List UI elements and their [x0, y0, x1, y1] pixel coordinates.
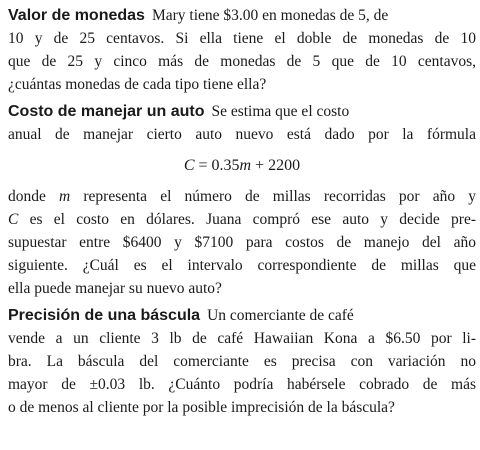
problem-line: bra. La báscula del comerciante es precisa con variación no: [8, 353, 476, 370]
problem-title: Costo de manejar un auto: [8, 103, 205, 120]
problem-coin-value: [8, 4, 476, 96]
cost-formula: [8, 154, 476, 177]
problem-car-cost: [8, 100, 476, 300]
problem-line: ¿cuántas monedas de cada tipo tiene ella?: [8, 76, 267, 93]
problem-line: siguiente. ¿Cuál es el intervalo correspondiente de millas que: [8, 257, 476, 274]
formula-constant: + 2200: [255, 157, 301, 174]
problem-line: supuestar entre $6400 y $7100 para costos de manejo del año: [8, 234, 476, 251]
problem-text: Mary tiene $3.00 en monedas de 5, de: [151, 7, 389, 24]
problem-line: [8, 185, 476, 208]
problem-text: Se estima que el costo: [211, 103, 350, 120]
formula-lhs: C: [183, 157, 195, 174]
problem-scale-precision: [8, 304, 476, 419]
problem-text: Un comerciante de café: [207, 307, 354, 324]
problem-line: que de 25 y cinco más de monedas de 5 que de 10 centavos,: [8, 53, 476, 70]
problem-line: 10 y de 25 centavos. Si ella tiene el doble de monedas de 10: [8, 30, 476, 47]
problem-title: Valor de monedas: [8, 7, 145, 24]
variable-c: C: [8, 211, 19, 228]
text-segment: es el costo en dólares. Juana compró ese auto y decide pre-: [18, 211, 476, 228]
textbook-page: [8, 4, 476, 419]
problem-line: [8, 304, 476, 327]
problem-line: [8, 100, 476, 123]
problem-line: ella puede manejar su nuevo auto?: [8, 280, 222, 297]
problem-line: vende a un cliente 3 lb de café Hawaiian Kona a $6.50 por li-: [8, 330, 476, 347]
text-segment: donde: [8, 188, 60, 205]
problem-line: anual de manejar cierto auto nuevo está dado por la fórmula: [8, 126, 476, 143]
problem-line: [8, 208, 476, 231]
formula-coefficient: 0.35: [211, 157, 240, 174]
problem-line: [8, 4, 476, 27]
variable-m: m: [59, 188, 71, 205]
problem-line: mayor de ±0.03 lb. ¿Cuánto podría habérsele cobrado de más: [8, 376, 476, 393]
text-segment: representa el número de millas recorridas por año y: [70, 188, 476, 205]
problem-title: Precisión de una báscula: [8, 307, 201, 324]
formula-equals: =: [198, 157, 208, 174]
formula-variable: m: [239, 157, 252, 174]
problem-line: o de menos al cliente por la posible imprecisión de la báscula?: [8, 399, 395, 416]
